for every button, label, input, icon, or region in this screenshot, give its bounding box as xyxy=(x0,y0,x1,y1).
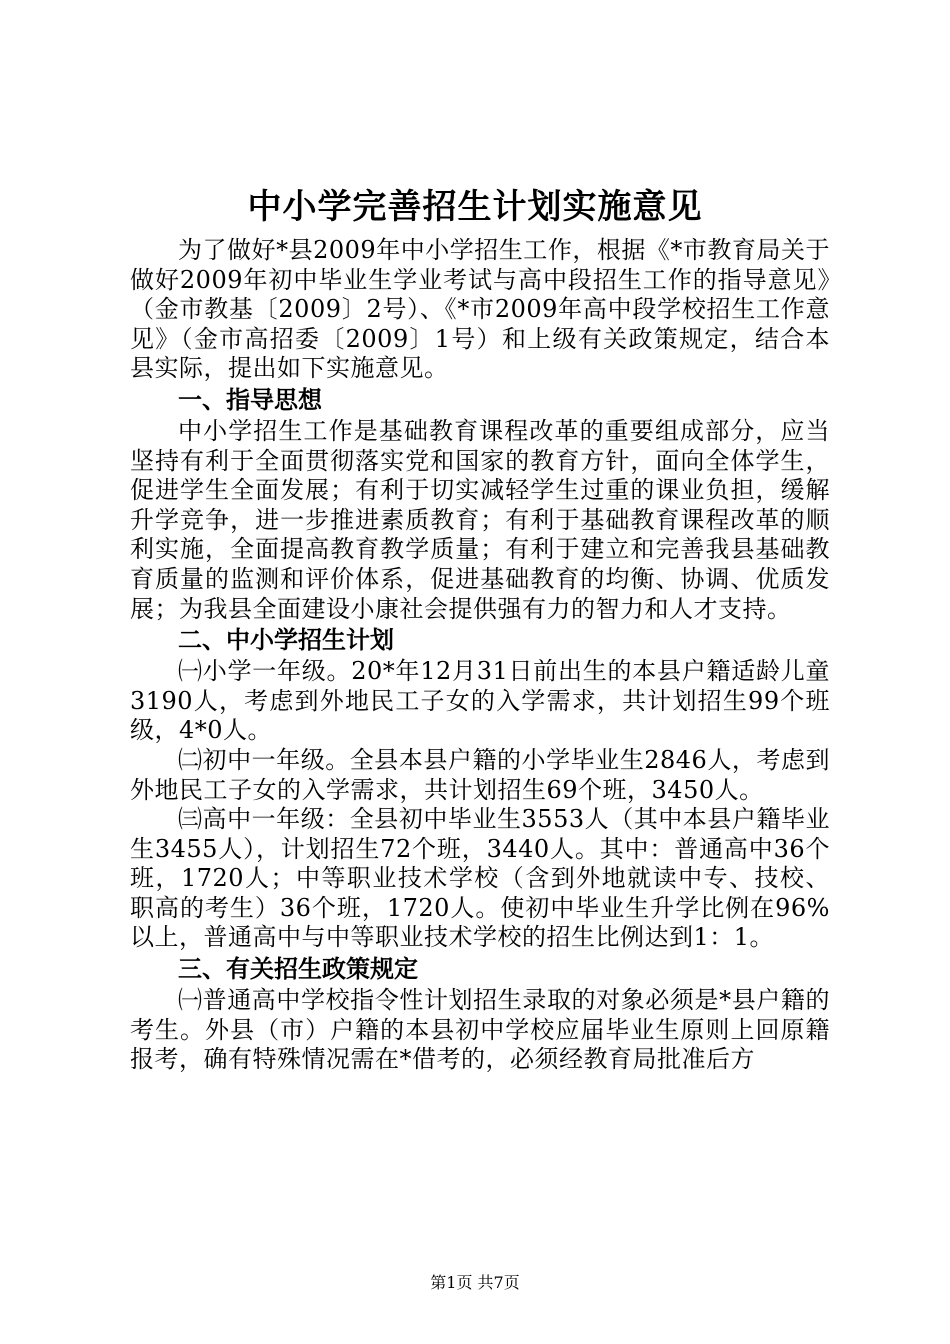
enrollment-plan-senior-high: ㈢高中一年级：全县初中毕业生3553人（其中本县户籍毕业生3455人），计划招生72个班，3440人。其中：普通高中36个班，1720人；中等职业技术学校（含到外地就读中专、技校、职高的考生）36个班，1720人。使初中毕业生升学比例在96%以上，普通高中与中等职业技术学校的招生比例达到1：1。 xyxy=(130,805,830,952)
document-title: 中小学完善招生计划实施意见 xyxy=(247,187,703,227)
guiding-ideology-paragraph: 中小学招生工作是基础教育课程改革的重要组成部分，应当坚持有利于全面贯彻落实党和国家的教育方针，面向全体学生，促进学生全面发展；有利于切实减轻学生过重的课业负担，缓解升学竞争，进一步推进素质教育；有利于基础教育课程改革的顺利实施，全面提高教育教学质量；有利于建立和完善我县基础教育质量的监测和评价体系，促进基础教育的均衡、协调、优质发展；为我县全面建设小康社会提供强有力的智力和人才支持。 xyxy=(130,416,830,623)
section-heading-guiding-ideology: 一、指导思想 xyxy=(178,385,322,414)
intro-paragraph: 为了做好*县2009年中小学招生工作，根据《*市教育局关于做好2009年初中毕业生学业考试与高中段招生工作的指导意见》（金市教基〔2009〕2号）、《*市2009年高中段学校招生工作意见》（金市高招委〔2009〕1号）和上级有关政策规定，结合本县实际，提出如下实施意见。 xyxy=(130,236,830,383)
enrollment-plan-junior-high: ㈡初中一年级。全县本县户籍的小学毕业生2846人，考虑到外地民工子女的入学需求，共计划招生69个班，3450人。 xyxy=(130,745,830,804)
section-heading-enrollment-policy: 三、有关招生政策规定 xyxy=(178,955,418,984)
document-body xyxy=(130,236,830,1075)
section-heading-enrollment-plan: 二、中小学招生计划 xyxy=(178,626,394,655)
enrollment-policy-item-1: ㈠普通高中学校指令性计划招生录取的对象必须是*县户籍的考生。外县（市）户籍的本县初中学校应届毕业生原则上回原籍报考，确有特殊情况需在*借考的，必须经教育局批准后方 xyxy=(130,986,830,1074)
page-number-footer: 第1页 共7页 xyxy=(430,1273,520,1292)
enrollment-plan-primary: ㈠小学一年级。20*年12月31日前出生的本县户籍适龄儿童3190人，考虑到外地民工子女的入学需求，共计划招生99个班级，4*0人。 xyxy=(130,657,830,745)
